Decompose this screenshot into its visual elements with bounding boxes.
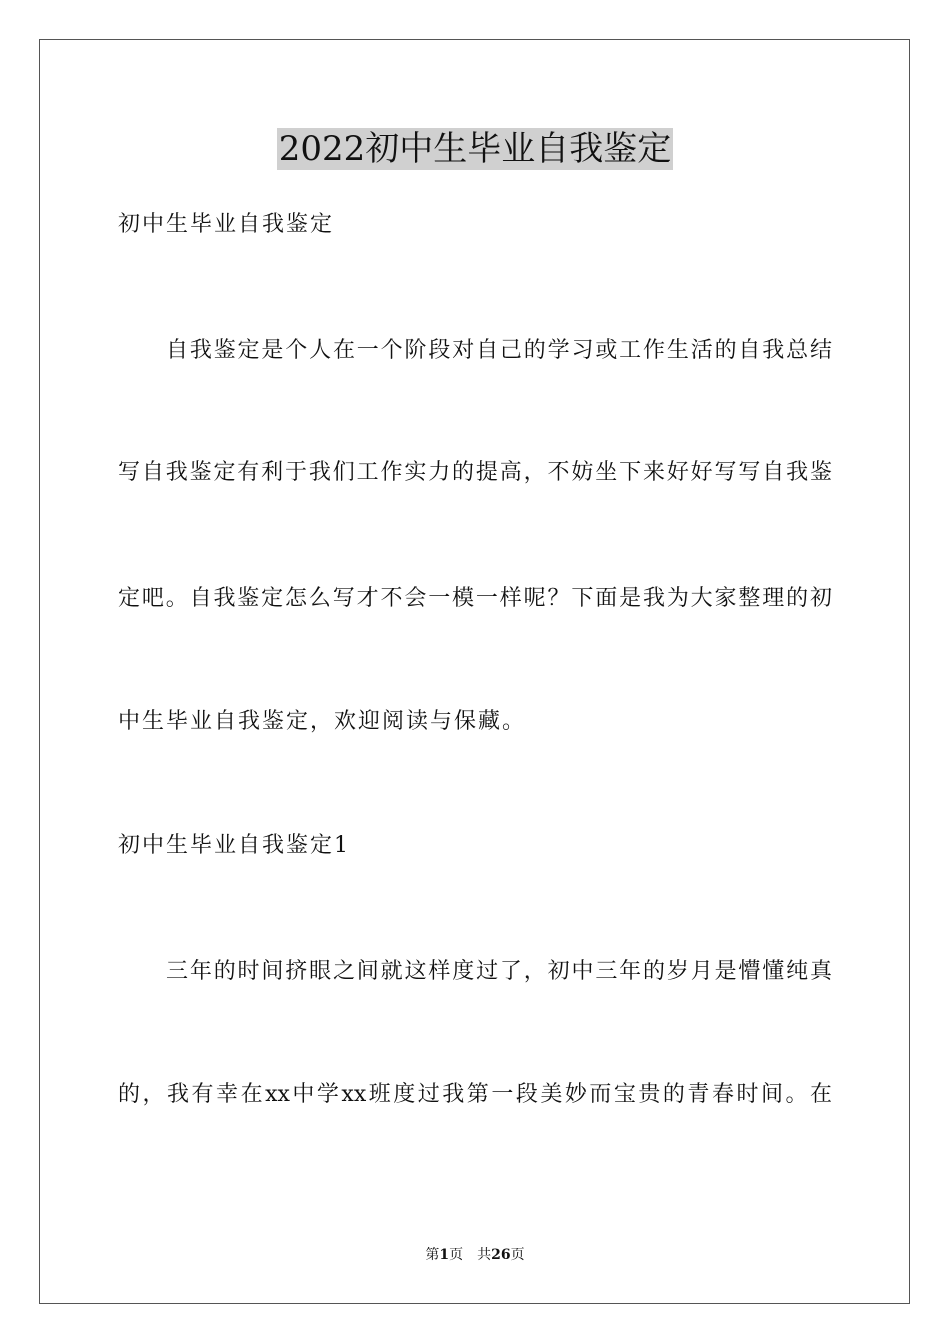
- footer-suffix: 页: [510, 1247, 525, 1263]
- intro-line-2: 写自我鉴定有利于我们工作实力的提高，不妨坐下来好好写写自我鉴: [118, 460, 832, 485]
- footer-current-page: 1: [439, 1247, 450, 1263]
- page-footer: [0, 1245, 950, 1265]
- intro-line-3: 定吧。自我鉴定怎么写才不会一模一样呢？下面是我为大家整理的初: [118, 586, 832, 611]
- document-title: 2022初中生毕业自我鉴定: [278, 129, 672, 169]
- section-line-1: 三年的时间挤眼之间就这样度过了，初中三年的岁月是懵懂纯真: [166, 959, 832, 984]
- intro-line-1: 自我鉴定是个人在一个阶段对自己的学习或工作生活的自我总结: [166, 338, 832, 363]
- intro-line-4: 中生毕业自我鉴定，欢迎阅读与保藏。: [118, 709, 527, 734]
- document-subtitle: 初中生毕业自我鉴定: [118, 212, 335, 237]
- section-heading: 初中生毕业自我鉴定1: [118, 833, 350, 858]
- footer-middle: 页 共: [449, 1247, 492, 1263]
- section-line-2: 的，我有幸在xx中学xx班度过我第一段美妙而宝贵的青春时间。在: [118, 1082, 832, 1107]
- footer-total-pages: 26: [491, 1247, 511, 1263]
- footer-prefix: 第: [425, 1247, 440, 1263]
- title-container: [0, 128, 950, 170]
